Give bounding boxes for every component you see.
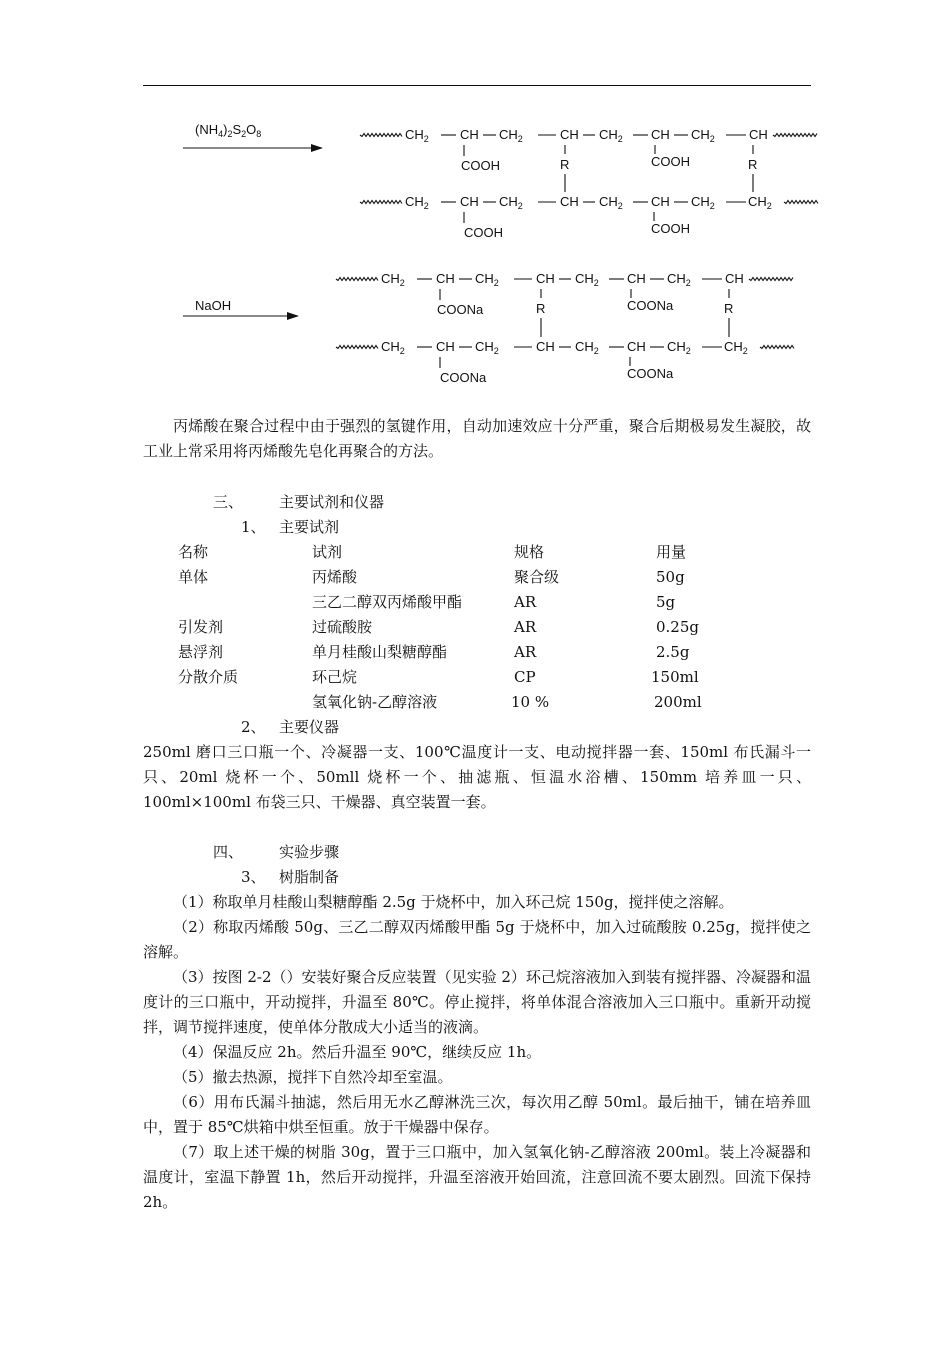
subsection1-title: 主要试剂: [279, 518, 340, 536]
ch2-group: $CH_2$: [748, 194, 772, 211]
cell-reagent: 氢氧化钠-乙醇溶液: [312, 693, 438, 711]
chain-continuation: [784, 201, 818, 204]
cell-grade: AR: [514, 593, 537, 611]
cell-grade: 10 %: [511, 693, 550, 711]
ch-group: CH: [651, 127, 670, 142]
r-group: R: [536, 301, 546, 316]
step-6: （6）用布氏漏斗抽滤，然后用无水乙醇淋洗三次，每次用乙醇 50ml。最后抽干，铺在培养皿中，置于 85℃烘箱中烘至恒重。放于干燥器中保存。: [143, 1093, 811, 1136]
ch2-group: $CH_2$: [599, 194, 623, 211]
chain-continuation: [336, 278, 378, 281]
ch-group: CH: [749, 127, 768, 142]
ch2-group: $CH_2$: [405, 127, 429, 144]
pendant-group: COOH: [651, 154, 690, 169]
ch-group: CH: [536, 339, 555, 354]
cell-amount: 200ml: [654, 693, 702, 711]
chain-continuation: [749, 278, 793, 281]
step-3: （3）按图 2-2（）安装好聚合反应装置（见实验 2）环己烷溶液加入到装有搅拌器、冷凝器和温度计的三口瓶中，开动搅拌，升温至 80℃。停止搅拌，将单体混合溶液加入三口瓶中。重新开动搅拌，调节搅拌速度，使单体分散成大小适当的液滴。: [143, 968, 811, 1036]
ch-group: CH: [460, 194, 479, 209]
ch2-group: $CH_2$: [405, 194, 429, 211]
cell-grade: 聚合级: [514, 568, 560, 586]
ch2-group: $CH_2$: [499, 127, 523, 144]
ch2-group: $CH_2$: [381, 271, 405, 288]
ch2-group: $CH_2$: [475, 339, 499, 356]
intro-paragraph: 丙烯酸在聚合过程中由于强烈的氢键作用，自动加速效应十分严重，聚合后期极易发生凝胶，故工业上常采用将丙烯酸先皂化再聚合的方法。: [143, 417, 811, 460]
cell-reagent: 过硫酸胺: [312, 618, 373, 636]
ch-group: CH: [460, 127, 479, 142]
cell-name: 悬浮剂: [178, 643, 224, 661]
instruments-paragraph: 250ml 磨口三口瓶一个、冷凝器一支、100℃温度计一支、电动搅拌器一套、150ml 布氏漏斗一只、20ml 烧杯一个、50mll 烧杯一个、抽滤瓶、恒温水浴槽、150mm 培养皿一只、100ml×100ml 布袋三只、干燥器、真空装置一套。: [143, 743, 811, 811]
cell-amount: 50g: [656, 568, 685, 586]
header-amount: 用量: [656, 543, 687, 561]
cell-grade: AR: [514, 643, 537, 661]
ch2-group: $CH_2$: [575, 339, 599, 356]
cell-name: 引发剂: [178, 618, 224, 636]
pendant-group: COONa: [627, 366, 674, 381]
subsection3-number: 3、: [241, 868, 266, 886]
ch2-group: $CH_2$: [599, 127, 623, 144]
reagent-ammonium-persulfate: $(NH_4)_2S_2O_8$: [195, 122, 262, 139]
ch-group: CH: [436, 271, 455, 286]
section3-title: 主要试剂和仪器: [279, 493, 385, 511]
pendant-group: COONa: [440, 370, 487, 385]
cell-amount: 5g: [656, 593, 676, 611]
step-5: （5）撤去热源，搅拌下自然冷却至室温。: [173, 1068, 453, 1086]
ch-group: CH: [560, 127, 579, 142]
ch-group: CH: [725, 271, 744, 286]
pendant-group: COONa: [437, 302, 484, 317]
section4-title: 实验步骤: [279, 843, 340, 861]
ch-group: CH: [536, 271, 555, 286]
cell-name: 分散介质: [178, 668, 239, 686]
subsection1-number: 1、: [241, 518, 266, 536]
cell-reagent: 三乙二醇双丙烯酸甲酯: [312, 593, 463, 611]
step-7: （7）取上述干燥的树脂 30g，置于三口瓶中，加入氢氧化钠-乙醇溶液 200ml。装上冷凝器和温度计，室温下静置 1h，然后开动搅拌，升温至溶液开始回流，注意回流不要太剧烈。回流下保持 2h。: [143, 1143, 811, 1211]
cell-amount: 0.25g: [656, 618, 700, 636]
r-group: R: [560, 157, 570, 172]
ch2-group: $CH_2$: [499, 194, 523, 211]
step-1: （1）称取单月桂酸山梨糖醇酯 2.5g 于烧杯中，加入环己烷 150g，搅拌使之溶解。: [173, 893, 734, 911]
cell-reagent: 环己烷: [312, 668, 358, 686]
header-name: 名称: [178, 543, 209, 561]
step-2: （2）称取丙烯酸 50g、三乙二醇双丙烯酸甲酯 5g 于烧杯中，加入过硫酸胺 0.25g，搅拌使之溶解。: [143, 918, 811, 961]
pendant-group: COONa: [627, 298, 674, 313]
ch-group: CH: [436, 339, 455, 354]
chain-continuation: [773, 134, 817, 137]
section3-number: 三、: [213, 493, 244, 511]
pendant-group: COOH: [461, 158, 500, 173]
ch-group: CH: [627, 339, 646, 354]
r-group: R: [748, 157, 758, 172]
ch2-group: $CH_2$: [667, 271, 691, 288]
reaction-scheme: [0, 0, 952, 400]
reagent-naoh: NaOH: [195, 298, 232, 313]
ch-group: CH: [627, 271, 646, 286]
pendant-group: COOH: [464, 225, 503, 240]
cell-grade: AR: [514, 618, 537, 636]
header-grade: 规格: [514, 543, 545, 561]
cell-reagent: 单月桂酸山梨糖醇酯: [312, 643, 448, 661]
ch2-group: $CH_2$: [691, 127, 715, 144]
chain-continuation: [336, 346, 378, 349]
cell-amount: 150ml: [651, 668, 699, 686]
ch2-group: $CH_2$: [667, 339, 691, 356]
subsection2-number: 2、: [241, 718, 266, 736]
chain-continuation: [360, 134, 402, 137]
subsection2-title: 主要仪器: [279, 718, 340, 736]
r-group: R: [724, 301, 734, 316]
header-reagent: 试剂: [312, 543, 343, 561]
subsection3-title: 树脂制备: [279, 868, 340, 886]
chain-continuation: [360, 201, 402, 204]
cell-amount: 2.5g: [656, 643, 690, 661]
pendant-group: COOH: [651, 221, 690, 236]
chain-continuation: [760, 346, 794, 349]
ch-group: CH: [651, 194, 670, 209]
ch2-group: $CH_2$: [475, 271, 499, 288]
step-4: （4）保温反应 2h。然后升温至 90℃，继续反应 1h。: [173, 1043, 542, 1061]
ch-group: CH: [560, 194, 579, 209]
cell-grade: CP: [514, 668, 536, 686]
ch2-group: $CH_2$: [575, 271, 599, 288]
ch2-group: $CH_2$: [381, 339, 405, 356]
cell-name: 单体: [178, 568, 209, 586]
section4-number: 四、: [213, 843, 244, 861]
ch2-group: $CH_2$: [724, 339, 748, 356]
cell-reagent: 丙烯酸: [312, 568, 358, 586]
ch2-group: $CH_2$: [691, 194, 715, 211]
